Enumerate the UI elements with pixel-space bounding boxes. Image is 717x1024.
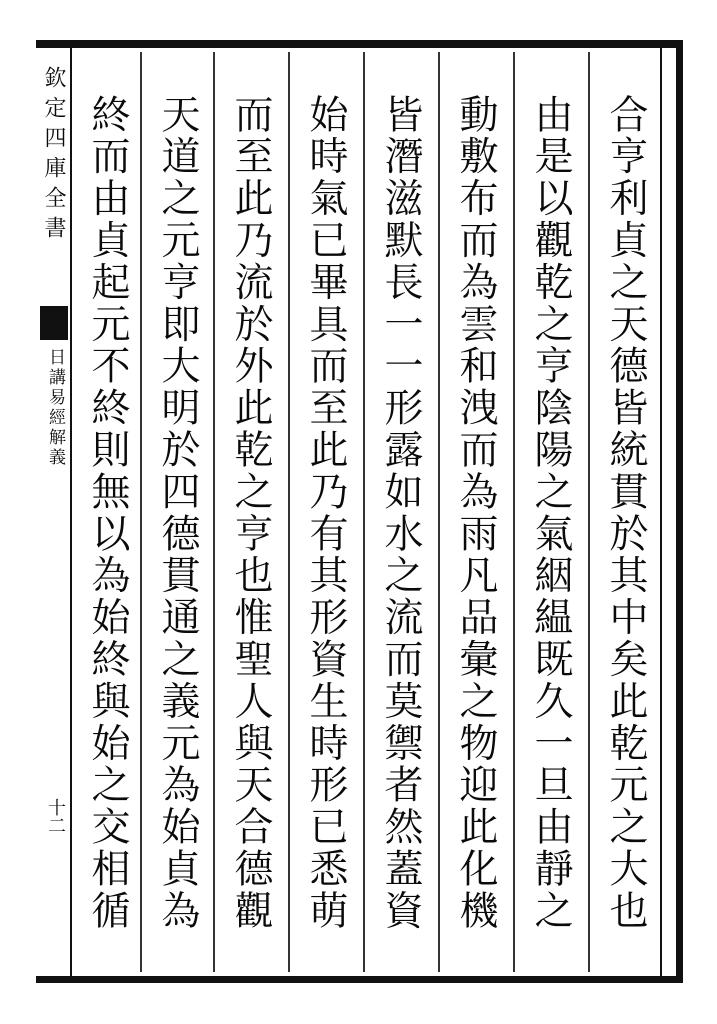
column-divider [438,52,440,972]
column-divider [588,52,590,972]
fishtail-mark [40,306,68,340]
text-column-4: 皆潛滋默長一一形露如水之流而莫禦者然蓋資 [378,94,423,932]
column-divider [288,52,290,972]
top-border [36,40,681,48]
text-column-2: 由是以觀乾之亨陰陽之氣絪緼既久一旦由靜之 [528,94,573,932]
text-column-8: 終而由貞起元不終則無以為始終與始之交相循 [85,94,130,932]
right-border [676,40,683,983]
page-number: 十二 [45,798,66,834]
margin-border [70,48,72,976]
inner-right-border [660,48,662,976]
book-title: 日講易經解義 [45,348,65,468]
margin-column [36,48,68,976]
text-column-3: 動敷布而為雲和洩而為雨凡品彙之物迎此化機 [453,94,498,932]
column-divider [140,52,142,972]
column-divider [363,52,365,972]
text-column-5: 始時氣已畢具而至此乃有其形資生時形已悉萌 [303,94,348,932]
column-divider [513,52,515,972]
text-column-7: 天道之元亨即大明於四德貫通之義元為始貞為 [155,94,200,932]
column-divider [213,52,215,972]
text-column-6: 而至此乃流於外此乾之亨也惟聖人與天合德觀 [228,94,273,932]
collection-header: 欽定四庫全書 [41,66,66,246]
bottom-border [36,976,681,983]
text-column-1: 合亨利貞之天德皆統貫於其中矣此乾元之大也 [603,94,648,932]
